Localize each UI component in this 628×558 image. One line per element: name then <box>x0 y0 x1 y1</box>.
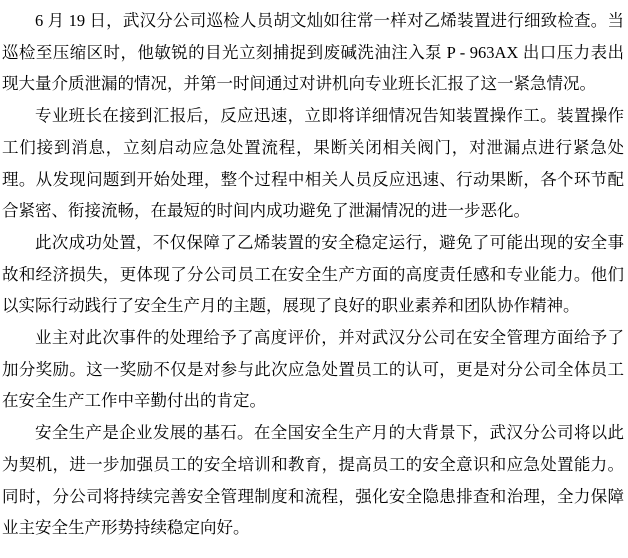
paragraph-outlook: 安全生产是企业发展的基石。在全国安全生产月的大背景下，武汉分公司将以此为契机，进一步加强员工的安全培训和教育，提高员工的安全意识和应急处置能力。同时，分公司将持续完善安全管理制度和流程，强化安全隐患排查和治理，全力保障业主安全生产形势持续稳定向好。 <box>2 423 624 538</box>
paragraph-significance: 此次成功处置，不仅保障了乙烯装置的安全稳定运行，避免了可能出现的安全事故和经济损失，更体现了分公司员工在安全生产方面的高度责任感和专业能力。他们以实际行动践行了安全生产月的主题，展现了良好的职业素养和团队协作精神。 <box>2 232 624 316</box>
paragraph-response: 专业班长在接到汇报后，反应迅速，立即将详细情况告知装置操作工。装置操作工们接到消息，立刻启动应急处置流程，果断关闭相关阀门，对泄漏点进行紧急处理。从发现问题到开始处理，整个过程中相关人员反应迅速、行动果断，各个环节配合紧密、衔接流畅，在最短的时间内成功避免了泄漏情况的进一步恶化。 <box>2 106 624 221</box>
paragraph-award: 业主对此次事件的处理给予了高度评价，并对武汉分公司在安全管理方面给予了加分奖励。这一奖励不仅是对参与此次应急处置员工的认可，更是对分公司全体员工在安全生产工作中辛勤付出的肯定。 <box>2 328 624 411</box>
paragraph-incident: 6 月 19 日，武汉分公司巡检人员胡文灿如往常一样对乙烯装置进行细致检查。当巡检至压缩区时，他敏锐的目光立刻捕捉到废碱洗油注入泵 P - 963AX 出口压力表出现大量介质泄漏的情况，并第一时间通过对讲机向专业班长汇报了这一紧急情况。 <box>2 11 624 94</box>
